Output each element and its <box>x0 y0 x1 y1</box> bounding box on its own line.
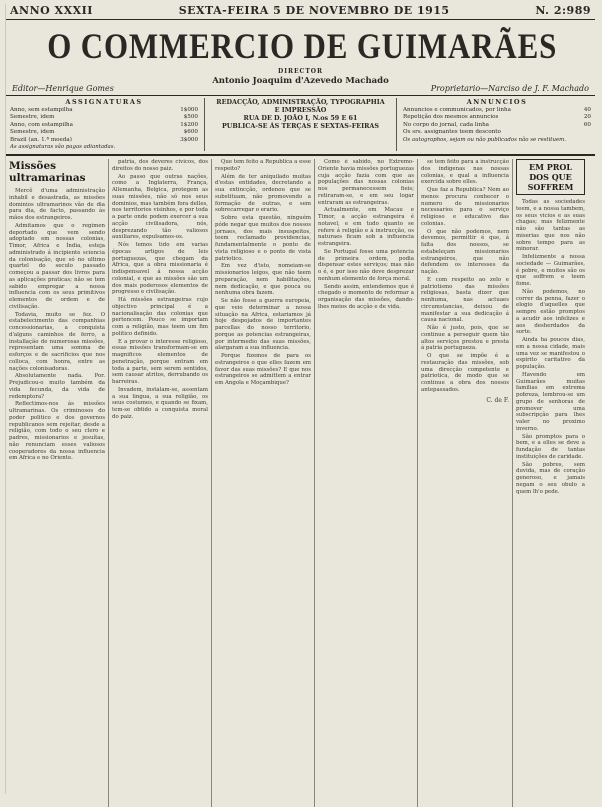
article-headline-boxed: EM PROL DOS QUE SOFFREM <box>516 159 585 195</box>
paragraph: Admitamos que o regimen deportado que vem sendo adoptado em nossas colonias, Timor, Africa e Índia, esteja administrado á incipiente sciencia da colonisação, que só no ultimo quartel do seculo passado começou a passar dos livros para as aplicações praticas; não se tem sabido empregar a nossa influencia com os seus primitivos elementos de ordem e de civilisação. <box>9 222 105 310</box>
paragraph: E com respeito ao zelo e patriotismo das missões religiosas, basta dizer que nenhuma, nas actuaes circumstancias, deixou de manifestar a sua dedicação á causa nacional. <box>421 276 509 324</box>
column-5 <box>418 159 513 807</box>
paragraph: O que se impõe é a restauração das missões, sob uma direcção competente e patriotica, de modo que se continue a obra dos nossos antepassados. <box>421 353 509 393</box>
ads-row: No corpo do jornal, cada linha 60 <box>403 121 591 128</box>
article-signature: C. de F. <box>486 396 509 404</box>
article-headline: Missões ultramarinas <box>9 160 86 185</box>
issue-date: SEXTA-FEIRA 5 DE NOVEMBRO DE 1915 <box>178 4 450 17</box>
column-2 <box>109 159 212 807</box>
paragraph: Ao passo que outras nações, como a Inglaterra, França, Allemanha, Belgica, protegem as suas missões, não só nos seus dominios, mas também fora delles, nos territorios visinhos, e por toda a parte onde podem exercer a sua acção civilisadora, nós, desprezando tão valiosos auxiliares, expulsamos-os. <box>112 173 208 241</box>
ads-row: Os srs. assignantes teem desconto <box>403 129 501 136</box>
subscriptions-title: ASSIGNATURAS <box>65 98 143 106</box>
column-1 <box>6 159 109 807</box>
paragraph: Nós temos tido em varias épocas artigos de leis portuguezas, que chegam da Africa, que a obra missionaria é indispensavel á nossa acção colonial, e que as missões são um dos mais poderosos elementos de progresso e civilisação. <box>112 242 208 296</box>
paragraph: Em vez d'isto, nomeiam-se missionarios leigos, que não teem preparação, nem habilitações, nem dedicação, e que pouca ou nenhuma obra fazem. <box>215 263 311 297</box>
editor-name: Editor—Henrique Gomes <box>12 84 114 93</box>
issue-year: ANNO XXXII <box>10 4 93 17</box>
paragraph: Todas as sociedades teem, e a nossa tambem, os seus vicios e as suas chagas; mas felizmente não são tantas as miserias que nos não sobre tempo para as minorar. <box>516 199 585 253</box>
ads-box <box>403 98 591 151</box>
paragraph: Como é sabido, no Extremo-Oriente havia missões portuguezas cuja acção fazia com que as populações das nossas colonias nos permanecessem fieis; retiraram-se, e em seu logar entraram as estrangeiras. <box>318 159 414 206</box>
paragraph: Reflectimos-nos ás missões ultramarinas. Os criminosos do poder politico e dos governos republicanos sem rejeitar, desde a religião, com todo o seu clero e padres, missionarios e jesuítas, não renunciam esses valiosos cooperadores da nossa influencia em Africa e no Oriente. <box>9 401 105 462</box>
paragraph: Não é justo, pois, que se continue a perseguir quem tão altos serviços prestou e presta á patria portugueza. <box>421 325 509 352</box>
paragraph: E a provar o interesse religioso, essas missões transformam-se em magnificos elementos de penetração, porque entram em toda a parte, sem serem sentidos, sem causar atritos, derrubando os barreiras. <box>112 338 208 386</box>
director-name: Antonio Joaquim d'Azevedo Machado <box>212 76 389 86</box>
office-address: RUA DE D. JOÃO I, N.os 59 E 61 <box>243 114 358 122</box>
paragraph: Se não fosse a guerra europeia, que veio determinar a nossa situação na Africa, estariamos já hoje despojados de importantes parcellas do nosso territorio, porque as potencias estrangeiras, por intermedio das suas missões, alargaram a sua influencia. <box>215 298 311 352</box>
paragraph: se tem feito para a instrucção dos indigenas nas nossas colonias, e qual a influencia exercida sobre elles. <box>421 159 509 186</box>
paragraph: Havendo em Guimarães muitas familias em extrema pobreza, lembrou-se um grupo de senhoras de promover uma subscripção para lhes valer no proximo inverno. <box>516 371 585 432</box>
ads-note: Os autographos, sejam ou não publicados não se restituem. <box>403 136 566 143</box>
masthead-title: O COMMERCIO DE GUIMARÃES <box>47 26 558 66</box>
paragraph: Há missões estrangeiras cujo objectivo principal é a nacionalisação das colonias que pertencem. Pouco se importam com a religião, mas teem um fim politico definido. <box>112 297 208 337</box>
paragraph: Sobre esta questão, ninguém póde negar que muitos dos nossos jornaes, dos mais insuspeitos, teem reclamado providencias, fundamentalmente o ponto de vista religioso e o ponto de vista patriotico. <box>215 215 311 262</box>
paragraph: Sendo assim, entendemos que é chegado o momento de reformar a organisação das missões, dando-lhes meios de acção e de vida. <box>318 283 414 310</box>
office-line1: REDACÇÃO, ADMINISTRAÇÃO, TYPOGRAPHIA <box>216 98 385 106</box>
subscription-row: Anno, com estampilha 1$200 <box>10 121 198 128</box>
office-schedule: PUBLICA-SE ÁS TERÇAS E SEXTAS-FEIRAS <box>222 122 379 130</box>
info-bar <box>6 96 595 156</box>
article-columns <box>6 159 595 807</box>
owner-name: Proprietario—Narciso de J. F. Machado <box>430 84 589 93</box>
ads-row: Annuncios e communicados, por linha 40 <box>403 107 591 113</box>
subscription-row: Semestre, idem $600 <box>10 129 198 136</box>
paragraph: Se Portugal fosse uma potencia de primeira ordem, podia dispensar estes serviços; mas não o é, e por isso não deve desprezar nenhum elemento de força moral. <box>318 248 414 282</box>
ads-title: ANNUNCIOS <box>466 98 528 106</box>
subscriptions-box <box>10 98 198 151</box>
subscriptions-note: As assignaturas são pagas adiantadas. <box>10 144 116 151</box>
paragraph: O que não podemos, nem devemos, permittir é que, á falta dos nossos, se estabeleçam missionarios estrangeiros, que não defendem os interesses da nação. <box>421 228 509 276</box>
column-3 <box>212 159 315 807</box>
newspaper-page <box>5 4 595 794</box>
paragraph: Porque fizemos de para os estrangeiros o que elles fazem em favor das suas missões? E que nos estrangeiros se admittem a entrar em Angola e Moçambique? <box>215 353 311 387</box>
paragraph: Que tem feito a Republica a esse respeito? <box>215 159 311 172</box>
paragraph: Todavia, muito se fez. O estabelecimento das companhias concessionarias, a conquista d'alguns caminhos de ferro, a installação de numerosas missões, representam uma somma de esforços e de sacrificios que nos colloca, com honra, entre as nações colonisadoras. <box>9 311 105 372</box>
issue-line <box>6 4 595 20</box>
subscription-row: Anno, sem estampilha 1$000 <box>10 107 198 113</box>
column-6 <box>513 159 588 807</box>
director-label: DIRECTOR <box>277 68 324 75</box>
ads-row: Repetição dos mesmos annuncios 20 <box>403 114 591 121</box>
paragraph: patria, dos deveres civicos, dos direitos do nosso paiz. <box>112 159 208 172</box>
office-box <box>204 98 397 151</box>
paragraph: Mercê d'uma administração inhabil e desastrada, as missões dominios ultramarinos vão de dia para dia, de facto, passando ás mãos dos estrangeiros. <box>9 188 105 222</box>
issue-number: N. 2:989 <box>535 4 591 17</box>
paragraph: Que faz a Republica? Nem ao menos procura conhecer o numero de missionarios necessarios para o serviço religioso e educativo das colonias. <box>421 187 509 227</box>
paragraph: Não podemos, no correr da penna, fazer o elogio d'aquelles que sempre estão promptos a acudir aos infelizes e aos desherdados da sorte. <box>516 288 585 336</box>
paragraph: São pobres, sem duvida, mas de coração generoso, e jamais negam o seu obulo a quem lh'o pede. <box>516 461 585 495</box>
subscription-row: Brazil (an. 1.ª moeda) 3$000 <box>10 136 198 143</box>
column-4 <box>315 159 418 807</box>
paragraph: Ainda ha poucos dias, em a nossa cidade, mais uma vez se manifestou o espirito caritativo da população. <box>516 337 585 371</box>
paragraph: Absolutamente nada. Por. Prejudicou-o muito também da vida fecunda, da vida de redemptora? <box>9 373 105 400</box>
paragraph: São promptos para o bem, e a elles se deve a fundação de tantas instituições de caridade. <box>516 433 585 460</box>
office-line2: E IMPRESSÃO <box>274 106 327 114</box>
paragraph: Invadem, instalam-se, assentam a sua lingua, a sua religião, os seus costumes, e quando se fixam, tem-se obtido a conquista moral do paiz. <box>112 386 208 420</box>
paragraph: Além de ter aniquilado muitas d'estas entidades, decretando a sua extincção, ordenou que se substituam, não promovendo a formação de outras, e sem sobrecarregar o erario. <box>215 173 311 214</box>
paragraph: Infelizmente a nossa sociedade — Guimarães, é pobre, e muitos são os que soffrem e teem fome. <box>516 254 585 288</box>
subscription-row: Semestre, idem $500 <box>10 114 198 121</box>
paragraph: Actualmente, em Macau e Timor, a acção estrangeira é notavel, e em tudo quanto se refere á religião e á instrucção, os naturaes ficam sob a influencia estrangeira. <box>318 207 414 248</box>
